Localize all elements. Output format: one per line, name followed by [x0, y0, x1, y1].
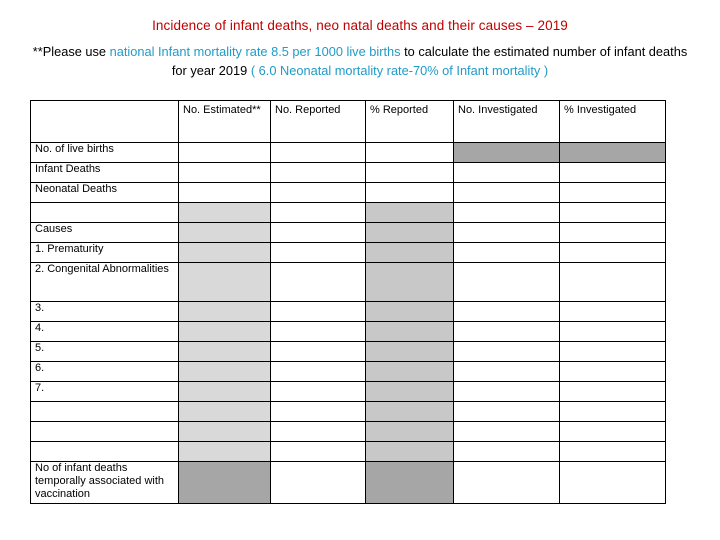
cell-investigated[interactable]: [454, 442, 560, 462]
cell-estimated: [179, 402, 271, 422]
cell-reported[interactable]: [271, 223, 366, 243]
cell-percent-investigated[interactable]: [560, 302, 666, 322]
cell-reported[interactable]: [271, 243, 366, 263]
row-label: [31, 203, 179, 223]
header-no-investigated: No. Investigated: [454, 101, 560, 143]
header-row-label: [31, 101, 179, 143]
row-label: 3.: [31, 302, 179, 322]
row-label: No. of live births: [31, 143, 179, 163]
row-label: Neonatal Deaths: [31, 183, 179, 203]
table-row: [31, 263, 666, 302]
cell-percent-investigated[interactable]: [560, 263, 666, 302]
cell-percent-investigated[interactable]: [560, 342, 666, 362]
cell-estimated: [179, 362, 271, 382]
cell-investigated[interactable]: [454, 382, 560, 402]
cell-investigated[interactable]: [454, 362, 560, 382]
cell-percent-reported: [366, 223, 454, 243]
header-percent-investigated: % Investigated: [560, 101, 666, 143]
cell-percent-reported: [366, 462, 454, 504]
cell-percent-investigated[interactable]: [560, 362, 666, 382]
table-row: [31, 223, 666, 243]
instruction-note: [30, 42, 690, 80]
cell-estimated: [179, 442, 271, 462]
cell-investigated[interactable]: [454, 402, 560, 422]
cell-percent-investigated: [560, 143, 666, 163]
cell-reported[interactable]: [271, 422, 366, 442]
page-title: Incidence of infant deaths, neo natal deaths and their causes – 2019: [152, 18, 568, 33]
cell-percent-reported: [366, 362, 454, 382]
cell-estimated: [179, 462, 271, 504]
cell-estimated: [179, 342, 271, 362]
cell-reported[interactable]: [271, 322, 366, 342]
cell-estimated: [179, 243, 271, 263]
cell-percent-reported: [366, 402, 454, 422]
infant-deaths-table: [30, 100, 666, 504]
cell-percent-reported: [366, 263, 454, 302]
row-label: 5.: [31, 342, 179, 362]
cell-estimated[interactable]: [179, 163, 271, 183]
note-text-2: to calculate the estimated number of infant deaths for year 2019: [171, 44, 688, 78]
note-highlight-imr: national Infant mortality rate 8.5 per 1000 live births: [109, 44, 401, 59]
note-text-1: **Please use: [32, 44, 110, 59]
cell-estimated: [179, 322, 271, 342]
cell-estimated[interactable]: [179, 183, 271, 203]
cell-percent-investigated[interactable]: [560, 382, 666, 402]
row-label: 4.: [31, 322, 179, 342]
cell-percent-investigated[interactable]: [560, 203, 666, 223]
cell-percent-investigated[interactable]: [560, 163, 666, 183]
cell-estimated: [179, 263, 271, 302]
cell-percent-investigated[interactable]: [560, 223, 666, 243]
header-no-estimated: No. Estimated**: [179, 101, 271, 143]
row-label: Infant Deaths: [31, 163, 179, 183]
cell-investigated[interactable]: [454, 223, 560, 243]
table-row: [31, 402, 666, 422]
table-row: [31, 422, 666, 442]
cell-reported[interactable]: [271, 163, 366, 183]
table-row: [31, 382, 666, 402]
cell-reported[interactable]: [271, 143, 366, 163]
cell-reported[interactable]: [271, 462, 366, 504]
cell-percent-reported[interactable]: [366, 143, 454, 163]
cell-percent-reported: [366, 342, 454, 362]
cell-reported[interactable]: [271, 183, 366, 203]
cell-investigated[interactable]: [454, 462, 560, 504]
cell-investigated[interactable]: [454, 203, 560, 223]
cell-percent-reported: [366, 442, 454, 462]
table-row: [31, 322, 666, 342]
cell-reported[interactable]: [271, 442, 366, 462]
cell-percent-reported: [366, 382, 454, 402]
row-label: 6.: [31, 362, 179, 382]
table-row: [31, 442, 666, 462]
cell-reported[interactable]: [271, 402, 366, 422]
table-row: [31, 462, 666, 504]
cell-estimated[interactable]: [179, 143, 271, 163]
cell-estimated: [179, 223, 271, 243]
cell-reported[interactable]: [271, 382, 366, 402]
table-row: [31, 203, 666, 223]
cell-percent-investigated[interactable]: [560, 402, 666, 422]
cell-investigated[interactable]: [454, 342, 560, 362]
cell-reported[interactable]: [271, 302, 366, 322]
cell-investigated[interactable]: [454, 302, 560, 322]
row-label: 1. Prematurity: [31, 243, 179, 263]
cell-estimated: [179, 382, 271, 402]
cell-percent-reported[interactable]: [366, 183, 454, 203]
cell-estimated: [179, 422, 271, 442]
cell-percent-investigated[interactable]: [560, 183, 666, 203]
header-no-reported: No. Reported: [271, 101, 366, 143]
cell-percent-reported: [366, 302, 454, 322]
cell-reported[interactable]: [271, 362, 366, 382]
cell-investigated[interactable]: [454, 422, 560, 442]
row-label: [31, 402, 179, 422]
cell-percent-investigated[interactable]: [560, 462, 666, 504]
cell-investigated[interactable]: [454, 263, 560, 302]
row-label: Causes: [31, 223, 179, 243]
cell-reported[interactable]: [271, 342, 366, 362]
table-row: [31, 302, 666, 322]
cell-percent-reported: [366, 243, 454, 263]
row-label: No of infant deaths temporally associated with vaccination: [31, 462, 179, 504]
cell-estimated: [179, 203, 271, 223]
row-label: 2. Congenital Abnormalities: [31, 263, 179, 302]
table-header-row: [31, 101, 666, 143]
cell-reported[interactable]: [271, 203, 366, 223]
cell-percent-reported: [366, 422, 454, 442]
table-row: [31, 362, 666, 382]
header-percent-reported: % Reported: [366, 101, 454, 143]
row-label: [31, 422, 179, 442]
cell-investigated[interactable]: [454, 183, 560, 203]
cell-percent-reported[interactable]: [366, 163, 454, 183]
cell-percent-investigated[interactable]: [560, 442, 666, 462]
cell-estimated: [179, 302, 271, 322]
cell-investigated[interactable]: [454, 243, 560, 263]
row-label: 7.: [31, 382, 179, 402]
table-row: [31, 143, 666, 163]
cell-percent-investigated[interactable]: [560, 322, 666, 342]
note-highlight-nmr: ( 6.0 Neonatal mortality rate-70% of Infant mortality ): [250, 63, 549, 78]
cell-percent-investigated[interactable]: [560, 243, 666, 263]
cell-investigated[interactable]: [454, 322, 560, 342]
row-label: [31, 442, 179, 462]
table-row: [31, 183, 666, 203]
table-row: [31, 243, 666, 263]
cell-investigated: [454, 143, 560, 163]
cell-percent-investigated[interactable]: [560, 422, 666, 442]
cell-percent-reported: [366, 203, 454, 223]
cell-percent-reported: [366, 322, 454, 342]
cell-investigated[interactable]: [454, 163, 560, 183]
table-row: [31, 163, 666, 183]
cell-reported[interactable]: [271, 263, 366, 302]
table-row: [31, 342, 666, 362]
